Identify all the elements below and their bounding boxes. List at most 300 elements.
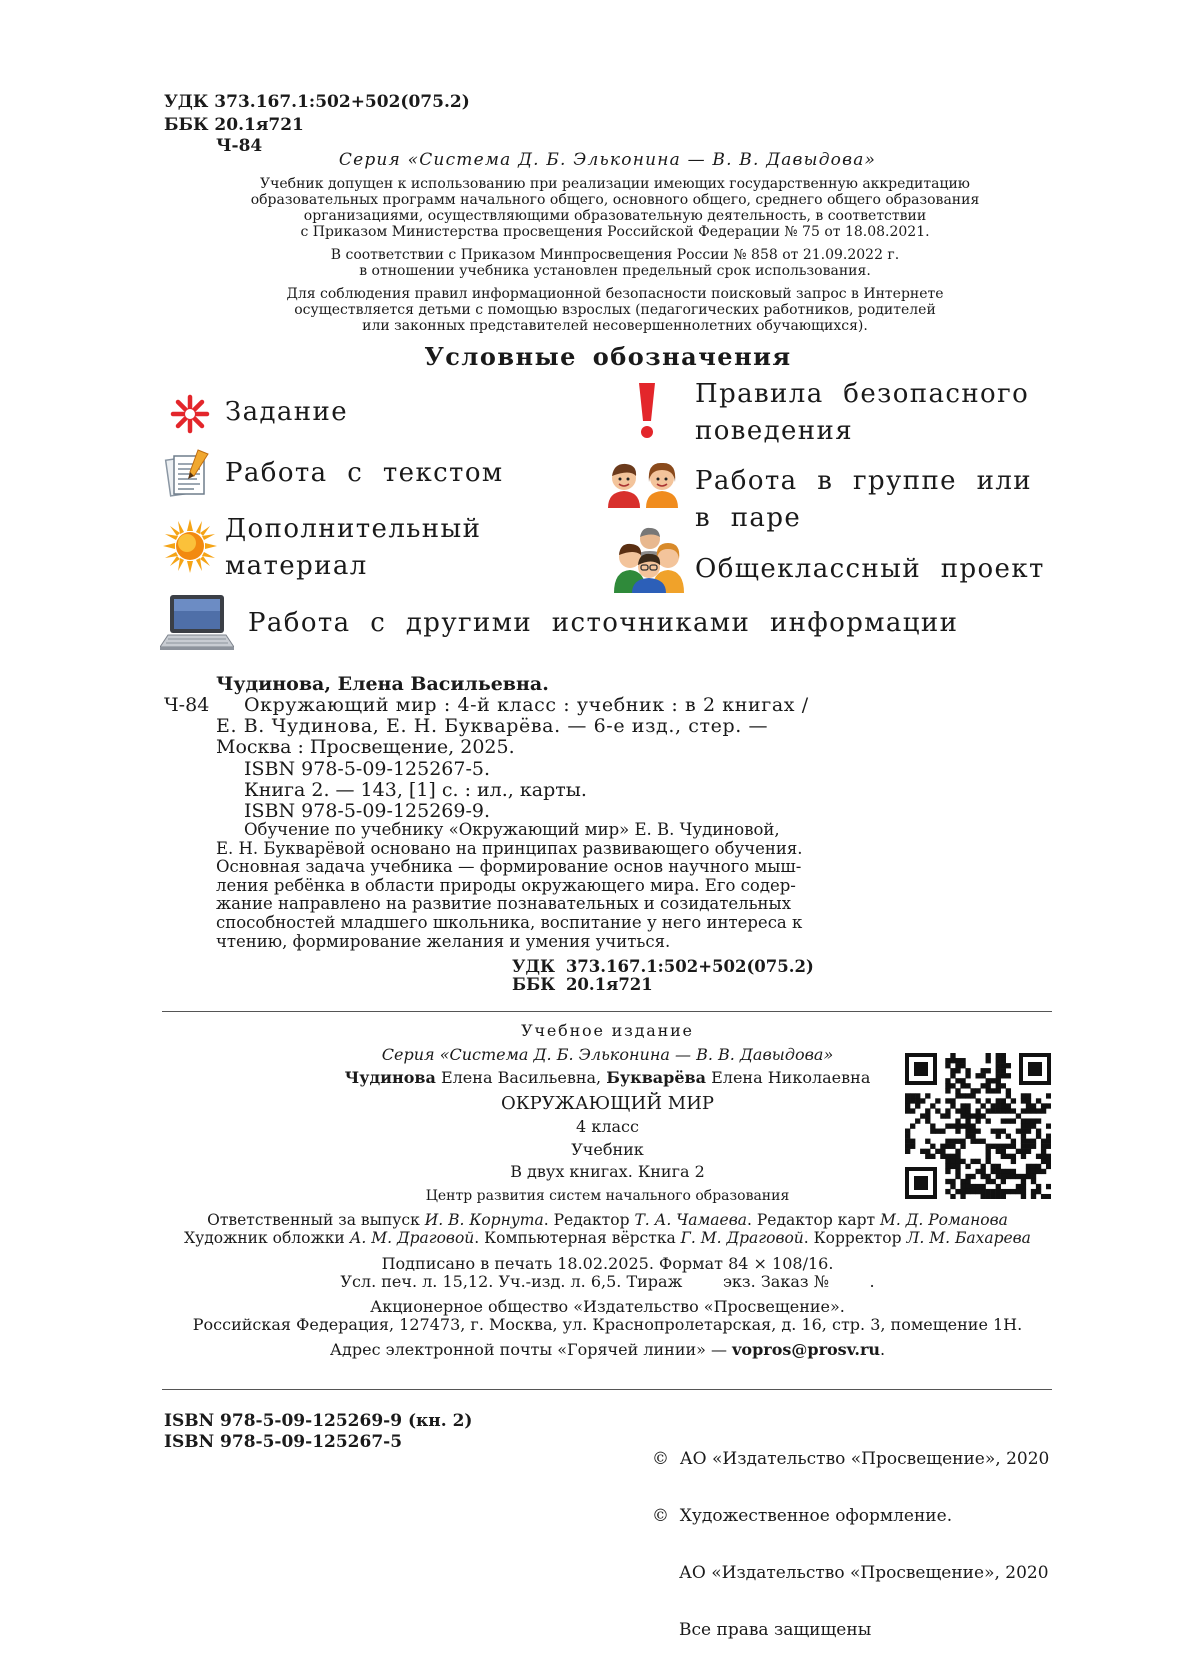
qr-module (955, 1108, 960, 1113)
approval-line: организациями, осуществляющими образовательную деятельность, в соответствии (303, 208, 927, 224)
qr-module (975, 1098, 980, 1103)
staff-name: Т. А. Чамаева (634, 1211, 747, 1229)
qr-module (1011, 1189, 1016, 1194)
imprint-authors (300, 1068, 915, 1087)
qr-module (1016, 1189, 1021, 1194)
qr-module (940, 1149, 945, 1154)
card-author: Чудинова, Елена Васильевна. (216, 673, 549, 695)
qr-module (1026, 1093, 1031, 1098)
legend-label-project: Общеклассный проект (695, 554, 1045, 584)
qr-module (1036, 1184, 1041, 1189)
qr-module (1026, 1144, 1031, 1149)
qr-module (1041, 1149, 1046, 1154)
qr-module (965, 1073, 970, 1078)
qr-module (1046, 1093, 1051, 1098)
qr-module (1001, 1194, 1006, 1199)
qr-module (910, 1098, 915, 1103)
qr-module (986, 1194, 991, 1199)
qr-module (1016, 1129, 1021, 1134)
qr-module (996, 1063, 1001, 1068)
qr-module (1016, 1113, 1021, 1118)
qr-module (1001, 1169, 1006, 1174)
qr-module (996, 1078, 1001, 1083)
qr-module (991, 1164, 996, 1169)
qr-module (970, 1174, 975, 1179)
qr-module (1001, 1063, 1006, 1068)
qr-module (1006, 1134, 1011, 1139)
qr-module (905, 1129, 910, 1134)
card-title-line: Окружающий мир : 4-й класс : учебник : в 2 книгах / (244, 694, 809, 716)
qr-module (981, 1169, 986, 1174)
qr-module (945, 1113, 950, 1118)
qr-module (950, 1159, 955, 1164)
header-bbk: ББК 20.1я721 (164, 115, 304, 135)
qr-module (1006, 1063, 1011, 1068)
imprint-type: Учебное издание (521, 1021, 694, 1040)
safety-line: Для соблюдения правил информационной безопасности поисковый запрос в Интернете (286, 286, 944, 302)
author1-surname: Чудинова (344, 1068, 436, 1087)
qr-module (975, 1073, 980, 1078)
qr-module (915, 1098, 920, 1103)
safety-line: или законных представителей несовершеннолетних обучающихся). (362, 318, 868, 334)
qr-module (970, 1189, 975, 1194)
imprint-staff-line2 (150, 1229, 1065, 1248)
staff-role: Корректор (813, 1229, 907, 1247)
qr-module (1036, 1108, 1041, 1113)
qr-module (986, 1149, 991, 1154)
qr-module (996, 1108, 1001, 1113)
legend-title: Условные обозначения (424, 342, 792, 371)
qr-module (945, 1083, 950, 1088)
qr-module (960, 1093, 965, 1098)
qr-module (960, 1058, 965, 1063)
qr-module (1036, 1098, 1041, 1103)
qr-module (996, 1174, 1001, 1179)
qr-module (975, 1118, 980, 1123)
qr-module (991, 1194, 996, 1199)
qr-module (960, 1103, 965, 1108)
safety-text (200, 286, 1030, 334)
qr-module (940, 1129, 945, 1134)
qr-module (960, 1139, 965, 1144)
qr-module (960, 1113, 965, 1118)
qr-module (1031, 1139, 1036, 1144)
staff-sep: . (474, 1229, 485, 1247)
imprint-print-line1: Подписано в печать 18.02.2025. Формат 84 × 108/16. (381, 1254, 834, 1273)
qr-module (965, 1068, 970, 1073)
email-prefix: Адрес электронной почты «Горячей линии» — (329, 1340, 733, 1359)
qr-module (1041, 1108, 1046, 1113)
legend-label-extra-line2: материал (225, 551, 368, 581)
legend-label-group-line2: в паре (695, 503, 802, 533)
qr-module (920, 1098, 925, 1103)
qr-module (965, 1113, 970, 1118)
qr-module (970, 1088, 975, 1093)
qr-module (1001, 1179, 1006, 1184)
qr-module (1026, 1129, 1031, 1134)
qr-module (925, 1108, 930, 1113)
qr-module (960, 1083, 965, 1088)
annotation-line: способностей младшего школьника, воспитание у него интереса к (216, 912, 803, 932)
legend-label-safety (695, 376, 1029, 450)
qr-module (981, 1184, 986, 1189)
copyright-line: © Художественное оформление. (652, 1506, 953, 1526)
qr-module (965, 1093, 970, 1098)
qr-module (1041, 1103, 1046, 1108)
qr-module (950, 1184, 955, 1189)
qr-module (1031, 1118, 1036, 1123)
card-publisher-line: Москва : Просвещение, 2025. (216, 736, 515, 758)
annotation-line: Обучение по учебнику «Окружающий мир» Е. В. Чудиновой, (244, 820, 780, 839)
qr-module (920, 1113, 925, 1118)
annotation-line: Е. Н. Букварёвой основано на принципах развивающего обучения. (216, 838, 803, 858)
qr-module (935, 1149, 940, 1154)
qr-module (960, 1108, 965, 1113)
qr-module (1011, 1118, 1016, 1123)
qr-module (970, 1184, 975, 1189)
qr-module (1036, 1118, 1041, 1123)
term-line: в отношении учебника установлен предельный срок использования. (359, 263, 871, 279)
qr-module (915, 1118, 920, 1123)
qr-module (960, 1144, 965, 1149)
qr-module (1031, 1108, 1036, 1113)
qr-module (996, 1129, 1001, 1134)
staff-role: Редактор (553, 1211, 635, 1229)
qr-module (1006, 1169, 1011, 1174)
qr-module (955, 1078, 960, 1083)
qr-module (1006, 1103, 1011, 1108)
qr-module (1031, 1164, 1036, 1169)
qr-module (955, 1088, 960, 1093)
class-group-icon (612, 525, 686, 593)
qr-module (996, 1144, 1001, 1149)
qr-module (991, 1144, 996, 1149)
qr-module (981, 1073, 986, 1078)
qr-module (1011, 1154, 1016, 1159)
qr-module (970, 1134, 975, 1139)
qr-module (1001, 1098, 1006, 1103)
sun-icon (162, 518, 218, 574)
qr-module (1036, 1154, 1041, 1159)
qr-module (950, 1194, 955, 1199)
qr-module (950, 1098, 955, 1103)
qr-module (1046, 1123, 1051, 1128)
qr-module (940, 1113, 945, 1118)
qr-module (1026, 1108, 1031, 1113)
qr-module (1021, 1194, 1026, 1199)
qr-module (970, 1123, 975, 1128)
qr-module (1011, 1159, 1016, 1164)
qr-module (905, 1139, 910, 1144)
author1-name: Елена Васильевна, (435, 1068, 607, 1087)
qr-module (991, 1078, 996, 1083)
qr-module (1011, 1144, 1016, 1149)
qr-module (965, 1129, 970, 1134)
legend-label-group-line1: Работа в группе или (695, 466, 1033, 496)
author2-name: Елена Николаевна (706, 1068, 871, 1087)
qr-module (950, 1103, 955, 1108)
card-bbk: ББК 20.1я721 (512, 975, 653, 994)
qr-module (975, 1189, 980, 1194)
qr-module (945, 1154, 950, 1159)
qr-module (996, 1098, 1001, 1103)
qr-module (981, 1103, 986, 1108)
qr-module (996, 1053, 1001, 1058)
qr-module (996, 1189, 1001, 1194)
qr-module (1006, 1189, 1011, 1194)
qr-module (945, 1169, 950, 1174)
qr-module (986, 1108, 991, 1113)
qr-module (996, 1088, 1001, 1093)
qr-module (905, 1098, 910, 1103)
qr-module (1041, 1144, 1046, 1149)
legend-label-text-work: Работа с текстом (225, 458, 504, 488)
imprint-print-line2: Усл. печ. л. 15,12. Уч.-изд. л. 6,5. Тираж экз. Заказ № . (340, 1272, 875, 1291)
qr-module (955, 1159, 960, 1164)
qr-module (1021, 1179, 1026, 1184)
qr-module (981, 1189, 986, 1194)
qr-module (1001, 1154, 1006, 1159)
qr-module (930, 1129, 935, 1134)
qr-module (1016, 1184, 1021, 1189)
qr-module (986, 1058, 991, 1063)
qr-module (1031, 1189, 1036, 1194)
qr-module (925, 1093, 930, 1098)
qr-module (991, 1179, 996, 1184)
copyright-line: Все права защищены (652, 1620, 872, 1640)
qr-module (955, 1118, 960, 1123)
qr-module (925, 1113, 930, 1118)
qr-module (950, 1053, 955, 1058)
header-udk: УДК 373.167.1:502+502(075.2) (164, 92, 470, 112)
qr-module (981, 1174, 986, 1179)
qr-module (996, 1134, 1001, 1139)
qr-module (955, 1189, 960, 1194)
staff-role: Художник обложки (184, 1229, 350, 1247)
qr-module (991, 1108, 996, 1113)
qr-module (955, 1129, 960, 1134)
qr-module (1031, 1169, 1036, 1174)
qr-module (981, 1139, 986, 1144)
imprint-email-line (200, 1340, 1015, 1359)
qr-module (1046, 1144, 1051, 1149)
qr-module (950, 1139, 955, 1144)
card-udk: УДК 373.167.1:502+502(075.2) (512, 957, 814, 976)
qr-module (1046, 1139, 1051, 1144)
qr-module (1021, 1184, 1026, 1189)
qr-module (996, 1058, 1001, 1063)
qr-module (1046, 1103, 1051, 1108)
qr-module (1026, 1103, 1031, 1108)
qr-module (1001, 1053, 1006, 1058)
qr-module (910, 1093, 915, 1098)
legend-label-safety-line2: поведения (695, 416, 854, 446)
qr-module (981, 1194, 986, 1199)
qr-module (925, 1118, 930, 1123)
qr-module (955, 1068, 960, 1073)
qr-module (945, 1088, 950, 1093)
qr-module (965, 1179, 970, 1184)
qr-module (935, 1108, 940, 1113)
approval-text (200, 176, 1030, 240)
qr-module (915, 1103, 920, 1108)
qr-module (991, 1103, 996, 1108)
qr-module (1046, 1184, 1051, 1189)
qr-module (996, 1194, 1001, 1199)
qr-module (1021, 1149, 1026, 1154)
header-series: Серия «Система Д. Б. Эльконина — В. В. Давыдова» (338, 150, 877, 170)
qr-module (975, 1159, 980, 1164)
qr-module (1001, 1083, 1006, 1088)
qr-module (996, 1149, 1001, 1154)
qr-module (1026, 1149, 1031, 1154)
qr-module (945, 1078, 950, 1083)
qr-module (986, 1098, 991, 1103)
card-code: Ч-84 (164, 694, 210, 716)
qr-module (970, 1159, 975, 1164)
qr-module (986, 1174, 991, 1179)
qr-module (940, 1154, 945, 1159)
imprint-title: ОКРУЖАЮЩИЙ МИР (500, 1093, 715, 1114)
qr-module (1021, 1129, 1026, 1134)
qr-module (910, 1139, 915, 1144)
qr-module (1041, 1169, 1046, 1174)
divider-top (162, 1011, 1052, 1012)
qr-module (986, 1189, 991, 1194)
qr-module (975, 1184, 980, 1189)
qr-module (986, 1159, 991, 1164)
qr-module (1001, 1174, 1006, 1179)
qr-module (975, 1139, 980, 1144)
qr-module (1041, 1159, 1046, 1164)
qr-module (986, 1078, 991, 1083)
approval-line: образовательных программ начального общего, основного общего, среднего общего образования (250, 192, 980, 208)
qr-module (981, 1083, 986, 1088)
imprint-publisher: Акционерное общество «Издательство «Просвещение». (370, 1297, 845, 1316)
header-code: Ч-84 (216, 136, 263, 156)
qr-module (1011, 1108, 1016, 1113)
qr-module (955, 1093, 960, 1098)
qr-module (965, 1184, 970, 1189)
qr-module (1026, 1118, 1031, 1123)
card-book2: Книга 2. — 143, [1] с. : ил., карты. (244, 779, 587, 801)
qr-module (986, 1083, 991, 1088)
qr-module (910, 1108, 915, 1113)
qr-module (1021, 1093, 1026, 1098)
qr-module (996, 1164, 1001, 1169)
qr-module (1021, 1139, 1026, 1144)
qr-module (1036, 1134, 1041, 1139)
qr-module (1031, 1123, 1036, 1128)
qr-module (960, 1123, 965, 1128)
qr-module (1016, 1174, 1021, 1179)
legend-label-group (695, 463, 1032, 537)
imprint-series: Серия «Система Д. Б. Эльконина — В. В. Давыдова» (381, 1045, 834, 1064)
qr-module (935, 1129, 940, 1134)
asterisk-icon (170, 394, 210, 434)
qr-module (996, 1083, 1001, 1088)
qr-module (1046, 1194, 1051, 1199)
qr-module (910, 1123, 915, 1128)
legend-label-sources: Работа с другими источниками информации (248, 608, 959, 638)
qr-module (1046, 1159, 1051, 1164)
qr-module (945, 1189, 950, 1194)
qr-module (1001, 1149, 1006, 1154)
imprint-address: Российская Федерация, 127473, г. Москва, ул. Краснопролетарская, д. 16, стр. 3, помещение 1Н. (192, 1315, 1023, 1334)
qr-module (986, 1068, 991, 1073)
qr-module (965, 1083, 970, 1088)
qr-module (1001, 1073, 1006, 1078)
exclamation-icon (634, 381, 660, 441)
qr-module (1006, 1144, 1011, 1149)
qr-module (965, 1118, 970, 1123)
qr-module (1021, 1154, 1026, 1159)
qr-module (1006, 1154, 1011, 1159)
qr-module (945, 1139, 950, 1144)
qr-module (996, 1068, 1001, 1073)
qr-module (1016, 1149, 1021, 1154)
qr-module (925, 1154, 930, 1159)
qr-module (950, 1073, 955, 1078)
footer-isbn-book2: ISBN 978-5-09-125269-9 (кн. 2) (164, 1411, 473, 1431)
qr-module (986, 1118, 991, 1123)
qr-module (1026, 1174, 1031, 1179)
qr-module (975, 1088, 980, 1093)
term-line: В соответствии с Приказом Минпросвещения России № 858 от 21.09.2022 г. (330, 247, 900, 263)
qr-module (965, 1108, 970, 1113)
qr-module (1036, 1129, 1041, 1134)
qr-module (981, 1164, 986, 1169)
author2-surname: Букварёва (606, 1068, 707, 1087)
qr-module (986, 1088, 991, 1093)
qr-module (905, 1093, 910, 1098)
qr-module (1026, 1169, 1031, 1174)
card-annotation (216, 821, 804, 951)
qr-module (1001, 1103, 1006, 1108)
qr-module (975, 1129, 980, 1134)
qr-module (960, 1194, 965, 1199)
qr-module (925, 1139, 930, 1144)
qr-module (1021, 1174, 1026, 1179)
qr-module (950, 1164, 955, 1169)
qr-module (955, 1154, 960, 1159)
qr-module (1006, 1088, 1011, 1093)
qr-module (945, 1098, 950, 1103)
copyright-line: © АО «Издательство «Просвещение», 2020 (652, 1449, 1050, 1469)
qr-module (1021, 1098, 1026, 1103)
qr-module (935, 1098, 940, 1103)
staff-name: М. Д. Романова (880, 1211, 1008, 1229)
qr-module (1031, 1174, 1036, 1179)
staff-sep: . (803, 1229, 814, 1247)
qr-module (996, 1073, 1001, 1078)
qr-module (1011, 1174, 1016, 1179)
qr-module (930, 1103, 935, 1108)
pair-icon (604, 458, 682, 508)
qr-module (1021, 1123, 1026, 1128)
qr-module (950, 1123, 955, 1128)
qr-module (1026, 1098, 1031, 1103)
qr-module (965, 1164, 970, 1169)
qr-module (1031, 1179, 1036, 1184)
qr-module (1041, 1194, 1046, 1199)
qr-module (905, 1144, 910, 1149)
qr-module (945, 1179, 950, 1184)
qr-module (1006, 1174, 1011, 1179)
imprint-grade: 4 класс (576, 1117, 639, 1136)
qr-module (920, 1149, 925, 1154)
qr-module (960, 1189, 965, 1194)
